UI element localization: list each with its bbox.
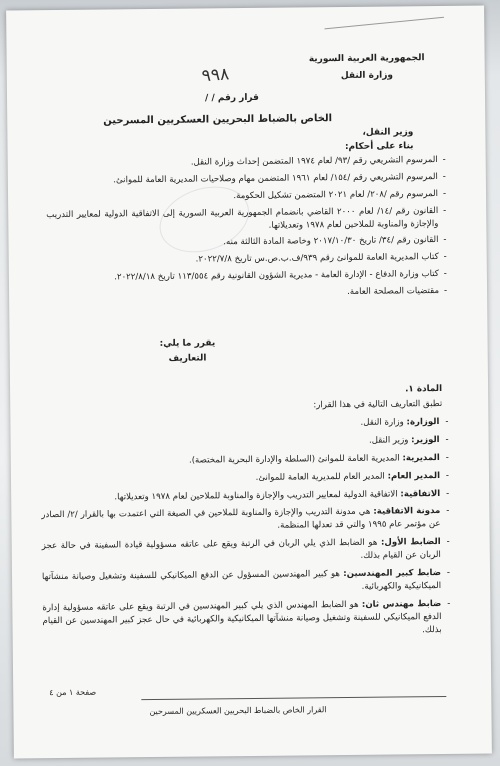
preamble-item: - المرسوم التشريعي رقم /٩٣/ لعام ١٩٧٤ المتضمن إحداث وزارة النقل.	[46, 154, 446, 171]
definition-term: الاتفاقية:	[400, 488, 441, 499]
definition-term: الوزارة:	[406, 417, 440, 428]
definitions-list	[40, 416, 450, 646]
definition-item	[41, 452, 449, 469]
definition-term: الوزير:	[411, 434, 440, 446]
definition-text: هو الضابط الذي يلي الربان في الرتبة ويقع على عاتقه مسؤولية قيادة السفينة في حالة عجز الربان عن القيام بذلك.	[41, 537, 441, 561]
footer-divider	[141, 696, 446, 700]
definition-text: هي مدونة التدريب والإجازة والمناوبة للملاحين في الصيغة التي اعتمدت بها بالقرار /٢/ الصادر عن مؤتمر عام ١٩٩٥ والتي قد تعدلها المنظمة.	[41, 507, 441, 532]
definition-text: المدير العام للمديرية العامة للموانئ.	[255, 471, 388, 483]
definition-item	[40, 416, 448, 433]
definition-term: ضابط كبير المهندسين:	[343, 568, 442, 580]
definition-term: المدير العام:	[387, 470, 441, 482]
letterhead	[309, 50, 425, 85]
decides-label: يقرر ما يلي:	[159, 338, 216, 349]
decision-label: قرار رقم / /	[204, 92, 259, 104]
definition-term: المديرية:	[402, 452, 440, 464]
definition-text: الاتفاقية الدولية لمعايير التدريب والإجازة والمناوبة للملاحين لعام ١٩٧٨ وتعديلاتها.	[114, 488, 401, 502]
definition-text: هو الضابط المهندس الذي يلي كبير المهندسين في الرتبة ويقع على عاتقه مسؤولية إدارة الدفع الميكانيكي للسفينة وتشغيل وصيانة منشآتها الميكانيكية والكهربائية في حال عجز كبير المهندسين عن القيام بذلك.	[42, 599, 442, 635]
ministry-name: وزارة النقل	[340, 70, 394, 82]
based-on-label: بناء على أحكام:	[344, 141, 414, 152]
definition-term: ضابط مهندس ثان:	[361, 598, 442, 610]
definition-item	[42, 598, 450, 641]
article-1-heading: المادة ١.	[405, 383, 443, 395]
minister-title: وزير النقل،	[362, 127, 414, 138]
definition-item	[42, 567, 450, 597]
preamble-item: - المرسوم التشريعي رقم /١٥٤/ لعام ١٩٦١ المتضمن مهام وصلاحيات المديرية العامة للموانئ.	[46, 171, 446, 188]
definition-text: المديرية العامة للموانئ (السلطة والإدارة البحرية المختصة).	[188, 453, 403, 466]
article-1-intro: تطبق التعاريف التالية في هذا القرار:	[313, 398, 443, 411]
handwritten-decision-number: ٩٩٨	[200, 64, 230, 87]
preamble-item: - كتاب المديرية العامة للموانئ رقم ٩٣٩/ف.ب.ص.س تاريخ ٢٠٢٢/٧/٨.	[47, 251, 447, 268]
decides-block	[160, 336, 216, 367]
definition-text: وزير النقل.	[368, 435, 412, 446]
document-page	[6, 6, 492, 759]
preamble-item: - المرسوم رقم /٢٠٨/ لعام ٢٠٢١ المتضمن تشكيل الحكومة.	[46, 188, 446, 205]
definition-text: هو كبير المهندسين المسؤول عن الدفع الميكانيكي للسفينة وتشغيل وصيانة منشآتها الميكانيكية والكهربائية.	[41, 569, 442, 592]
header-scan-line	[324, 17, 444, 30]
preamble-item: - مقتضيات المصلحة العامة.	[47, 285, 447, 302]
preamble-item: - كتاب وزارة الدفاع - الإدارة العامة - مديرية الشؤون القانونية رقم ١١٣/٥٥٤ تاريخ ٢٠٢٢/٨/١٨.	[47, 268, 447, 285]
definitions-heading: التعاريف	[168, 353, 207, 365]
definition-item	[41, 470, 449, 487]
definition-item	[42, 536, 450, 566]
decision-subject: الخاص بالضباط البحريين العسكريين المسرحين	[103, 113, 333, 127]
definition-item	[41, 487, 449, 504]
page-number: صفحة ١ من ٤	[49, 687, 97, 698]
definition-term: الضابط الأول:	[380, 537, 441, 548]
preamble-list	[46, 154, 448, 306]
definition-item	[41, 434, 449, 451]
definition-text: وزارة النقل.	[360, 417, 407, 428]
definition-term: مدونة الاتفاقية:	[373, 506, 441, 518]
footer-text: القرار الخاص بالضباط البحريين العسكريين المسرحين	[149, 705, 327, 717]
preamble-item: - القانون رقم /١٤/ لعام ٢٠٠٠ القاضي بانضمام الجمهورية العربية السورية إلى الاتفاقية الدولية لمعايير التدريب والإجازة والمناوبة للملاحين لعام ١٩٧٨ وتعديلاتها.	[46, 205, 446, 235]
republic-name: الجمهورية العربية السورية	[308, 53, 425, 65]
preamble-item: - القانون رقم /٣٤/ تاريخ ٢٠١٧/١٠/٣٠ وخاصة المادة الثالثة منه.	[46, 234, 446, 251]
definition-item	[41, 505, 449, 535]
minister-block	[345, 126, 414, 155]
